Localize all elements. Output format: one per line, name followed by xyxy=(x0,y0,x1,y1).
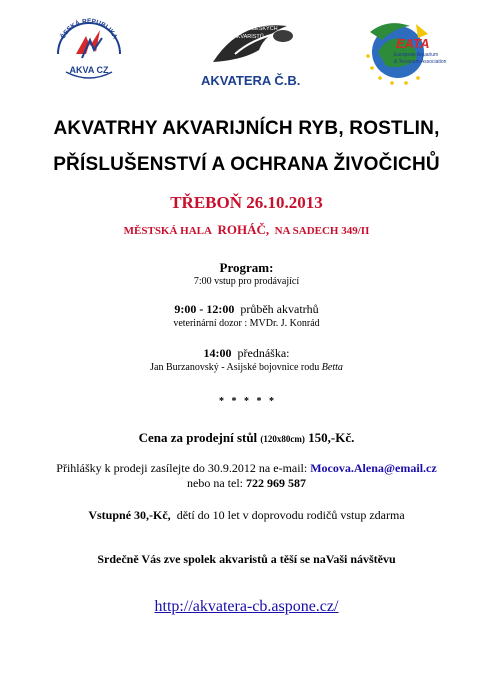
entry-fee: Vstupné 30,-Kč, xyxy=(88,508,171,522)
event-date: TŘEBOŇ 26.10.2013 xyxy=(170,193,323,212)
program-item-3-sub-prefix: Jan Burzanovský - Asijské bojovnice rodu xyxy=(150,362,320,373)
title-line-1: AKVATRHY AKVARIJNÍCH RYB, ROSTLIN, xyxy=(53,118,440,139)
program-item-2-text: průběh akvatrhů xyxy=(240,302,319,316)
akva-name: AKVA CZ xyxy=(69,65,109,75)
program-heading: Program: xyxy=(219,260,274,275)
venue-address: NA SADECH 349/II xyxy=(274,225,370,237)
program-item-2-time: 9:00 - 12:00 xyxy=(174,302,235,316)
program-item-3 xyxy=(0,346,493,361)
applications-prefix: Přihlášky k prodeji zasílejte do 30.9.2012 na e-mail: xyxy=(56,461,308,475)
eata-line1: European Aquarium xyxy=(394,52,439,58)
entry-text: dětí do 10 let v doprovodu rodičů vstup zdarma xyxy=(176,508,405,522)
applications-phone-prefix: nebo na tel: xyxy=(187,476,243,490)
website-link[interactable]: http://akvatera-cb.aspone.cz/ xyxy=(154,598,339,615)
eata-name: EATA xyxy=(396,36,430,51)
program-item-2-sub: veterinární dozor : MVDr. J. Konrád xyxy=(173,318,320,329)
spolek-line2: AKVARISTŮ xyxy=(233,34,264,40)
akva-cz-logo xyxy=(52,10,126,84)
invitation-text: Srdečně Vás zve spolek akvaristů a těší se naVaši návštěvu xyxy=(97,552,396,566)
venue-prefix: MĚSTSKÁ HALA xyxy=(123,225,212,237)
venue xyxy=(0,222,493,238)
entry-line xyxy=(0,508,493,523)
venue-name: ROHÁČ, xyxy=(217,222,270,237)
price-size: (120x80cm) xyxy=(260,434,305,444)
applications-line-2 xyxy=(0,476,493,491)
eata-line2: & Terrarium Association xyxy=(394,59,447,65)
price-line xyxy=(0,430,493,446)
program-item-1: 7:00 vstup pro prodávající xyxy=(193,276,300,287)
price-label: Cena za prodejní stůl xyxy=(138,430,258,445)
program-item-2 xyxy=(0,302,493,317)
title-line-2: PŘÍSLUŠENSTVÍ A OCHRANA ŽIVOČICHŮ xyxy=(53,154,440,175)
akvatera-name: AKVATERA Č.B. xyxy=(201,73,301,88)
program-item-3-time: 14:00 xyxy=(203,346,232,360)
program-item-3-text: přednáška: xyxy=(237,346,290,360)
contact-phone: 722 969 587 xyxy=(245,476,306,490)
akvatera-logo xyxy=(195,12,305,92)
price-value: 150,-Kč. xyxy=(308,430,355,445)
stars-divider: * * * * * xyxy=(219,396,274,407)
program-item-3-sub xyxy=(0,362,493,373)
eata-logo xyxy=(358,12,458,90)
program-item-3-sub-italic: Betta xyxy=(321,362,343,373)
spolek-line1: SPOLEK JIHOČESKÝCH xyxy=(215,26,278,32)
applications-line-1 xyxy=(0,461,493,476)
akva-arc-text: ČESKÁ REPUBLIKA xyxy=(59,17,119,41)
svg-text:ČESKÁ REPUBLIKA xyxy=(58,18,118,41)
contact-email[interactable]: Mocova.Alena@email.cz xyxy=(310,461,437,475)
